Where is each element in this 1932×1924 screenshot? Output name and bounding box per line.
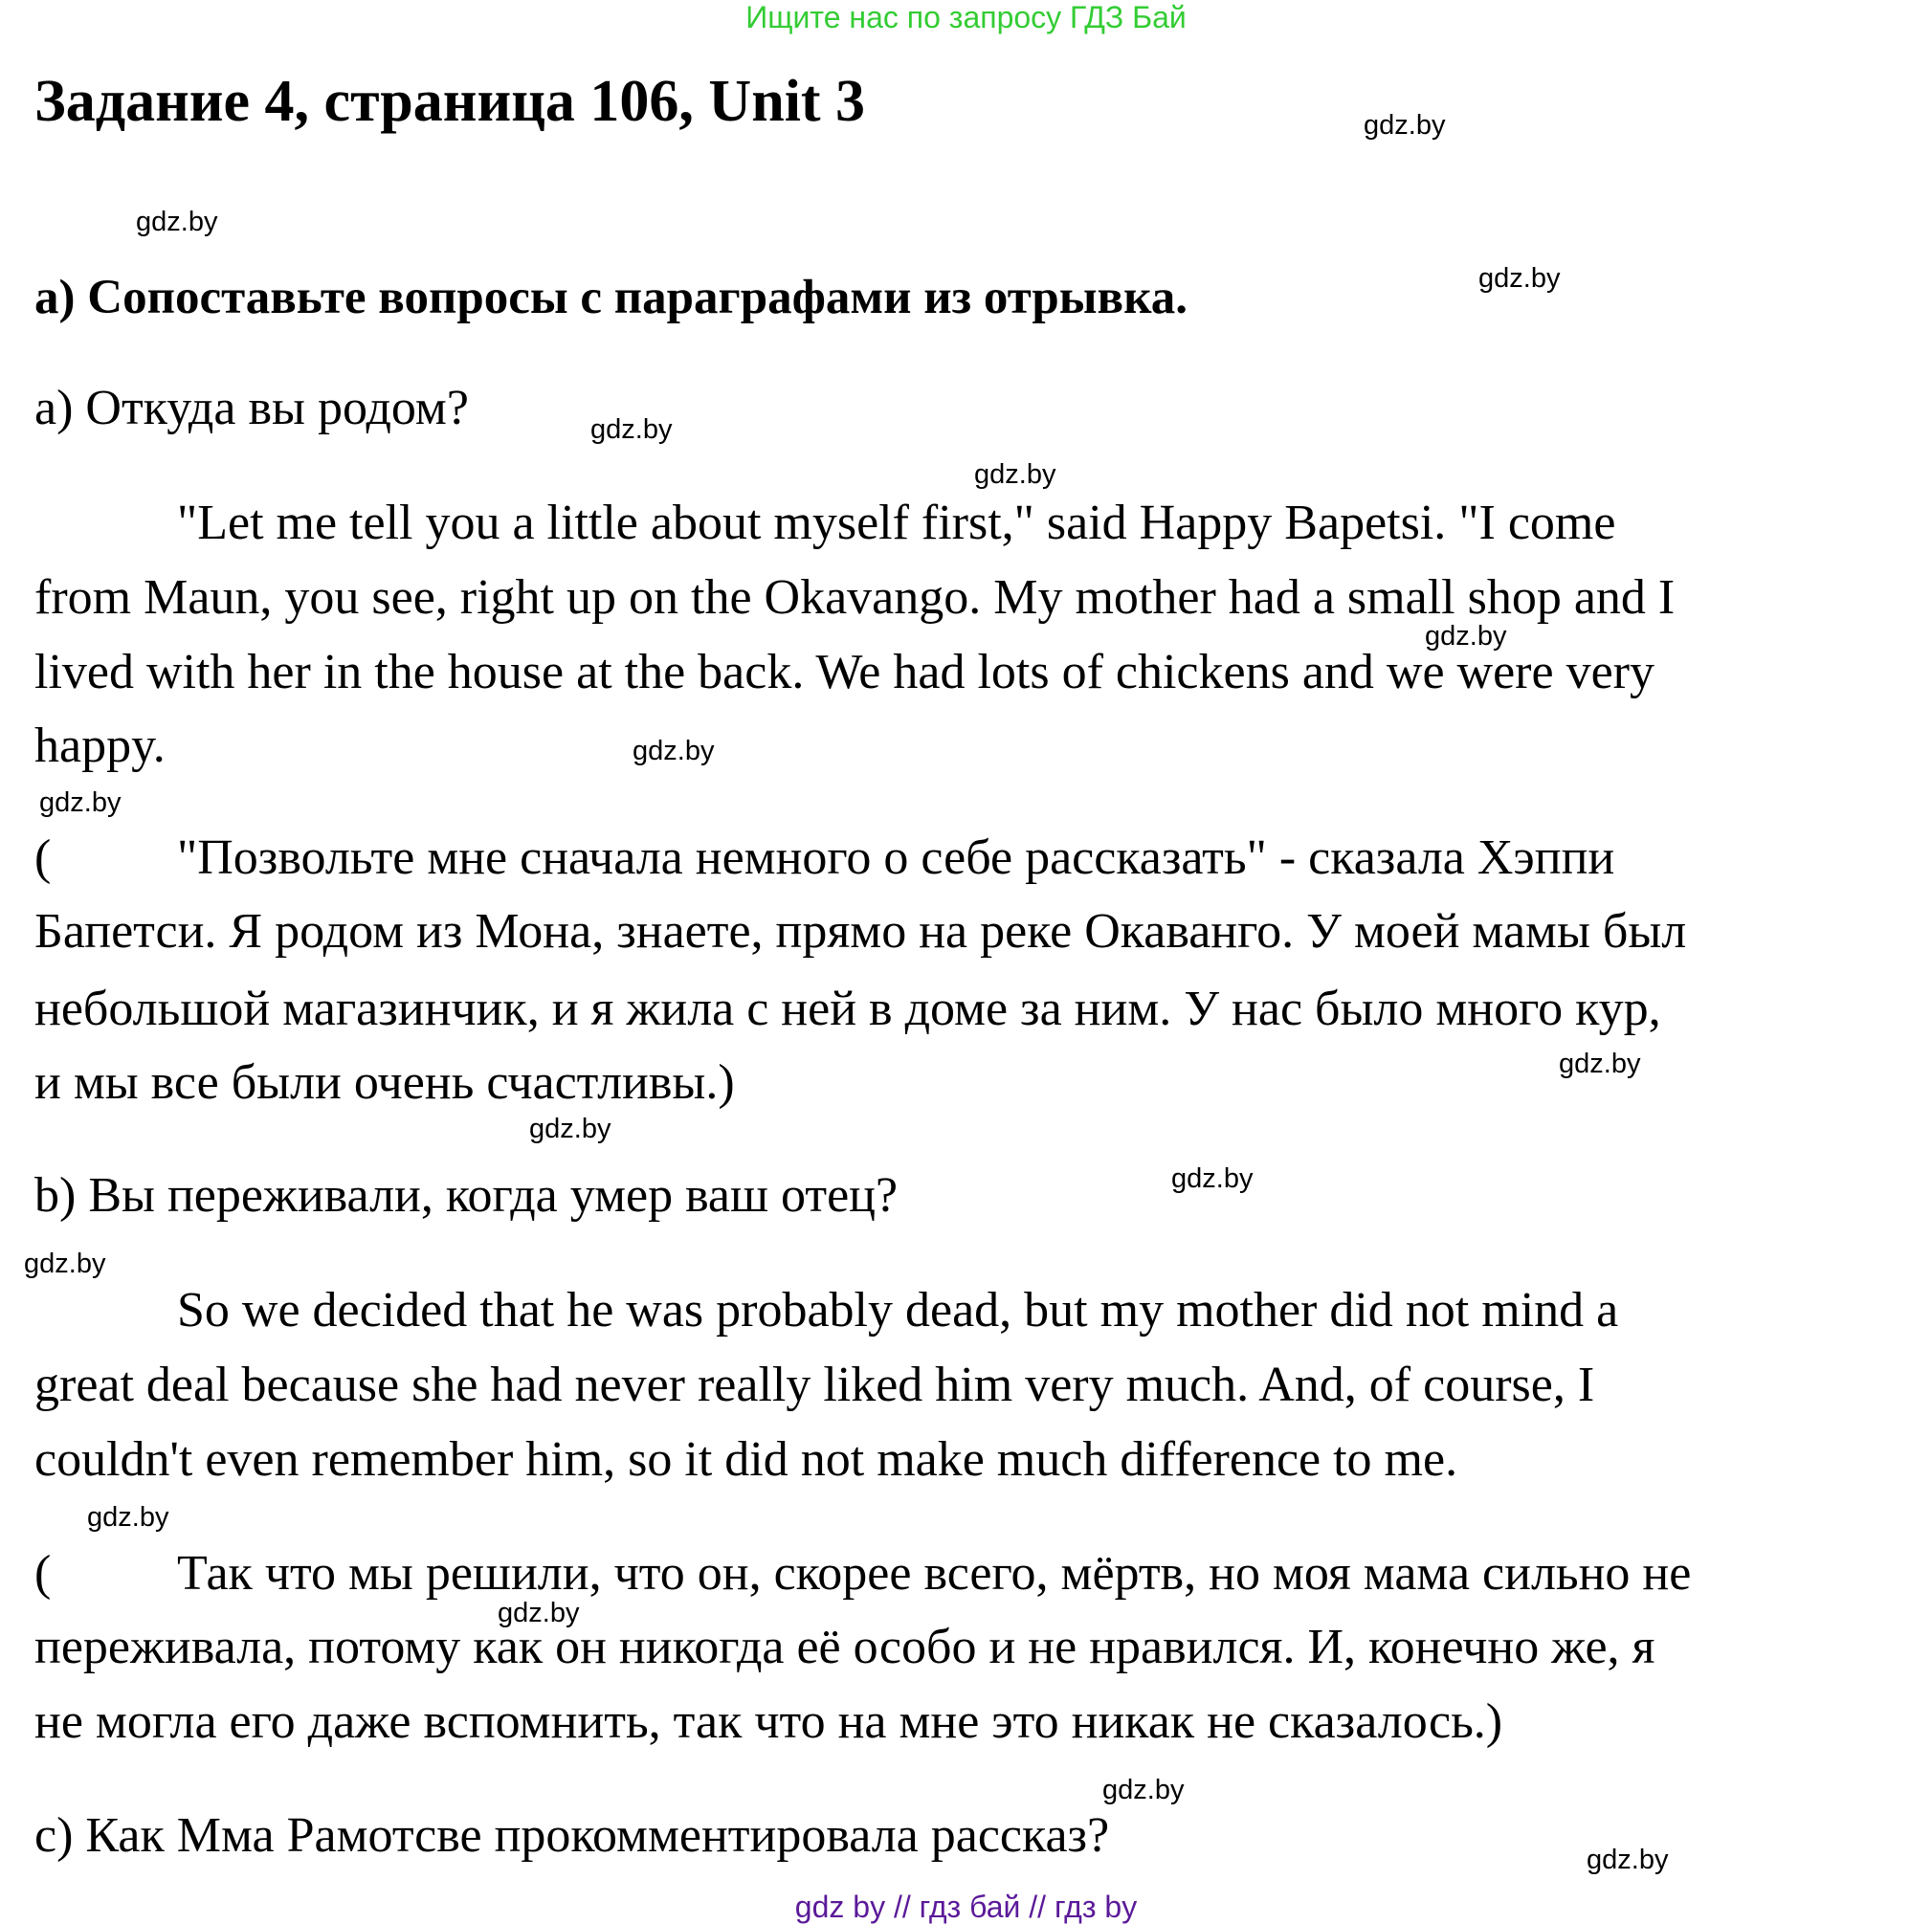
open-paren: (: [34, 1546, 52, 1601]
translation-line: и мы все были очень счастливы.): [34, 1055, 735, 1110]
watermark: gdz.by: [1478, 263, 1561, 294]
translation-line: Бапетси. Я родом из Мона, знаете, прямо на реке Окаванго. У моей мамы был: [34, 904, 1687, 959]
question-b: b) Вы переживали, когда умер ваш отец?: [34, 1168, 899, 1223]
text-line: lived with her in the house at the back. We had lots of chickens and we were very: [34, 645, 1654, 699]
text-line: great deal because she had never really liked him very much. And, of course, I: [34, 1358, 1595, 1412]
watermark: gdz.by: [1364, 110, 1446, 141]
watermark: gdz.by: [498, 1598, 580, 1628]
watermark: gdz.by: [1425, 621, 1507, 652]
question-a: a) Откуда вы родом?: [34, 381, 469, 435]
task-instruction: а) Сопоставьте вопросы с параграфами из отрывка.: [34, 271, 1188, 324]
search-banner: Ищите нас по запросу ГДЗ Бай: [745, 0, 1187, 34]
text-line: "Let me tell you a little about myself first," said Happy Bapetsi. "I come: [177, 496, 1616, 550]
watermark: gdz.by: [1559, 1049, 1641, 1079]
translation-line: переживала, потому как он никогда её особо и не нравился. И, конечно же, я: [34, 1620, 1655, 1674]
watermark: gdz.by: [529, 1114, 611, 1144]
translation-line: "Позвольте мне сначала немного о себе рассказать" - сказала Хэппи: [177, 830, 1615, 885]
text-line: happy.: [34, 719, 166, 773]
text-line: So we decided that he was probably dead, but my mother did not mind a: [177, 1283, 1619, 1338]
watermark: gdz.by: [633, 736, 715, 766]
watermark: gdz.by: [974, 459, 1056, 490]
translation-line: Так что мы решили, что он, скорее всего, мёртв, но моя мама сильно не: [177, 1546, 1692, 1601]
watermark: gdz.by: [136, 207, 218, 237]
watermark: gdz.by: [590, 414, 673, 445]
watermark: gdz.by: [1171, 1163, 1254, 1194]
watermark: gdz.by: [87, 1502, 169, 1533]
text-line: from Maun, you see, right up on the Okavango. My mother had a small shop and I: [34, 570, 1676, 625]
watermark: gdz.by: [24, 1249, 106, 1279]
watermark: gdz.by: [1102, 1775, 1185, 1805]
watermark: gdz.by: [39, 787, 122, 818]
text-line: couldn't even remember him, so it did not make much difference to me.: [34, 1432, 1458, 1487]
translation-line: небольшой магазинчик, и я жила с ней в доме за ним. У нас было много кур,: [34, 982, 1661, 1036]
page-title: Задание 4, страница 106, Unit 3: [34, 69, 866, 134]
open-paren: (: [34, 830, 52, 885]
question-c: c) Как Мма Рамотсве прокомментировала рассказ?: [34, 1808, 1110, 1863]
footer-watermark: gdz by // гдз бай // гдз by: [794, 1890, 1138, 1924]
watermark: gdz.by: [1587, 1845, 1669, 1875]
translation-line: не могла его даже вспомнить, так что на мне это никак не сказалось.): [34, 1694, 1503, 1749]
